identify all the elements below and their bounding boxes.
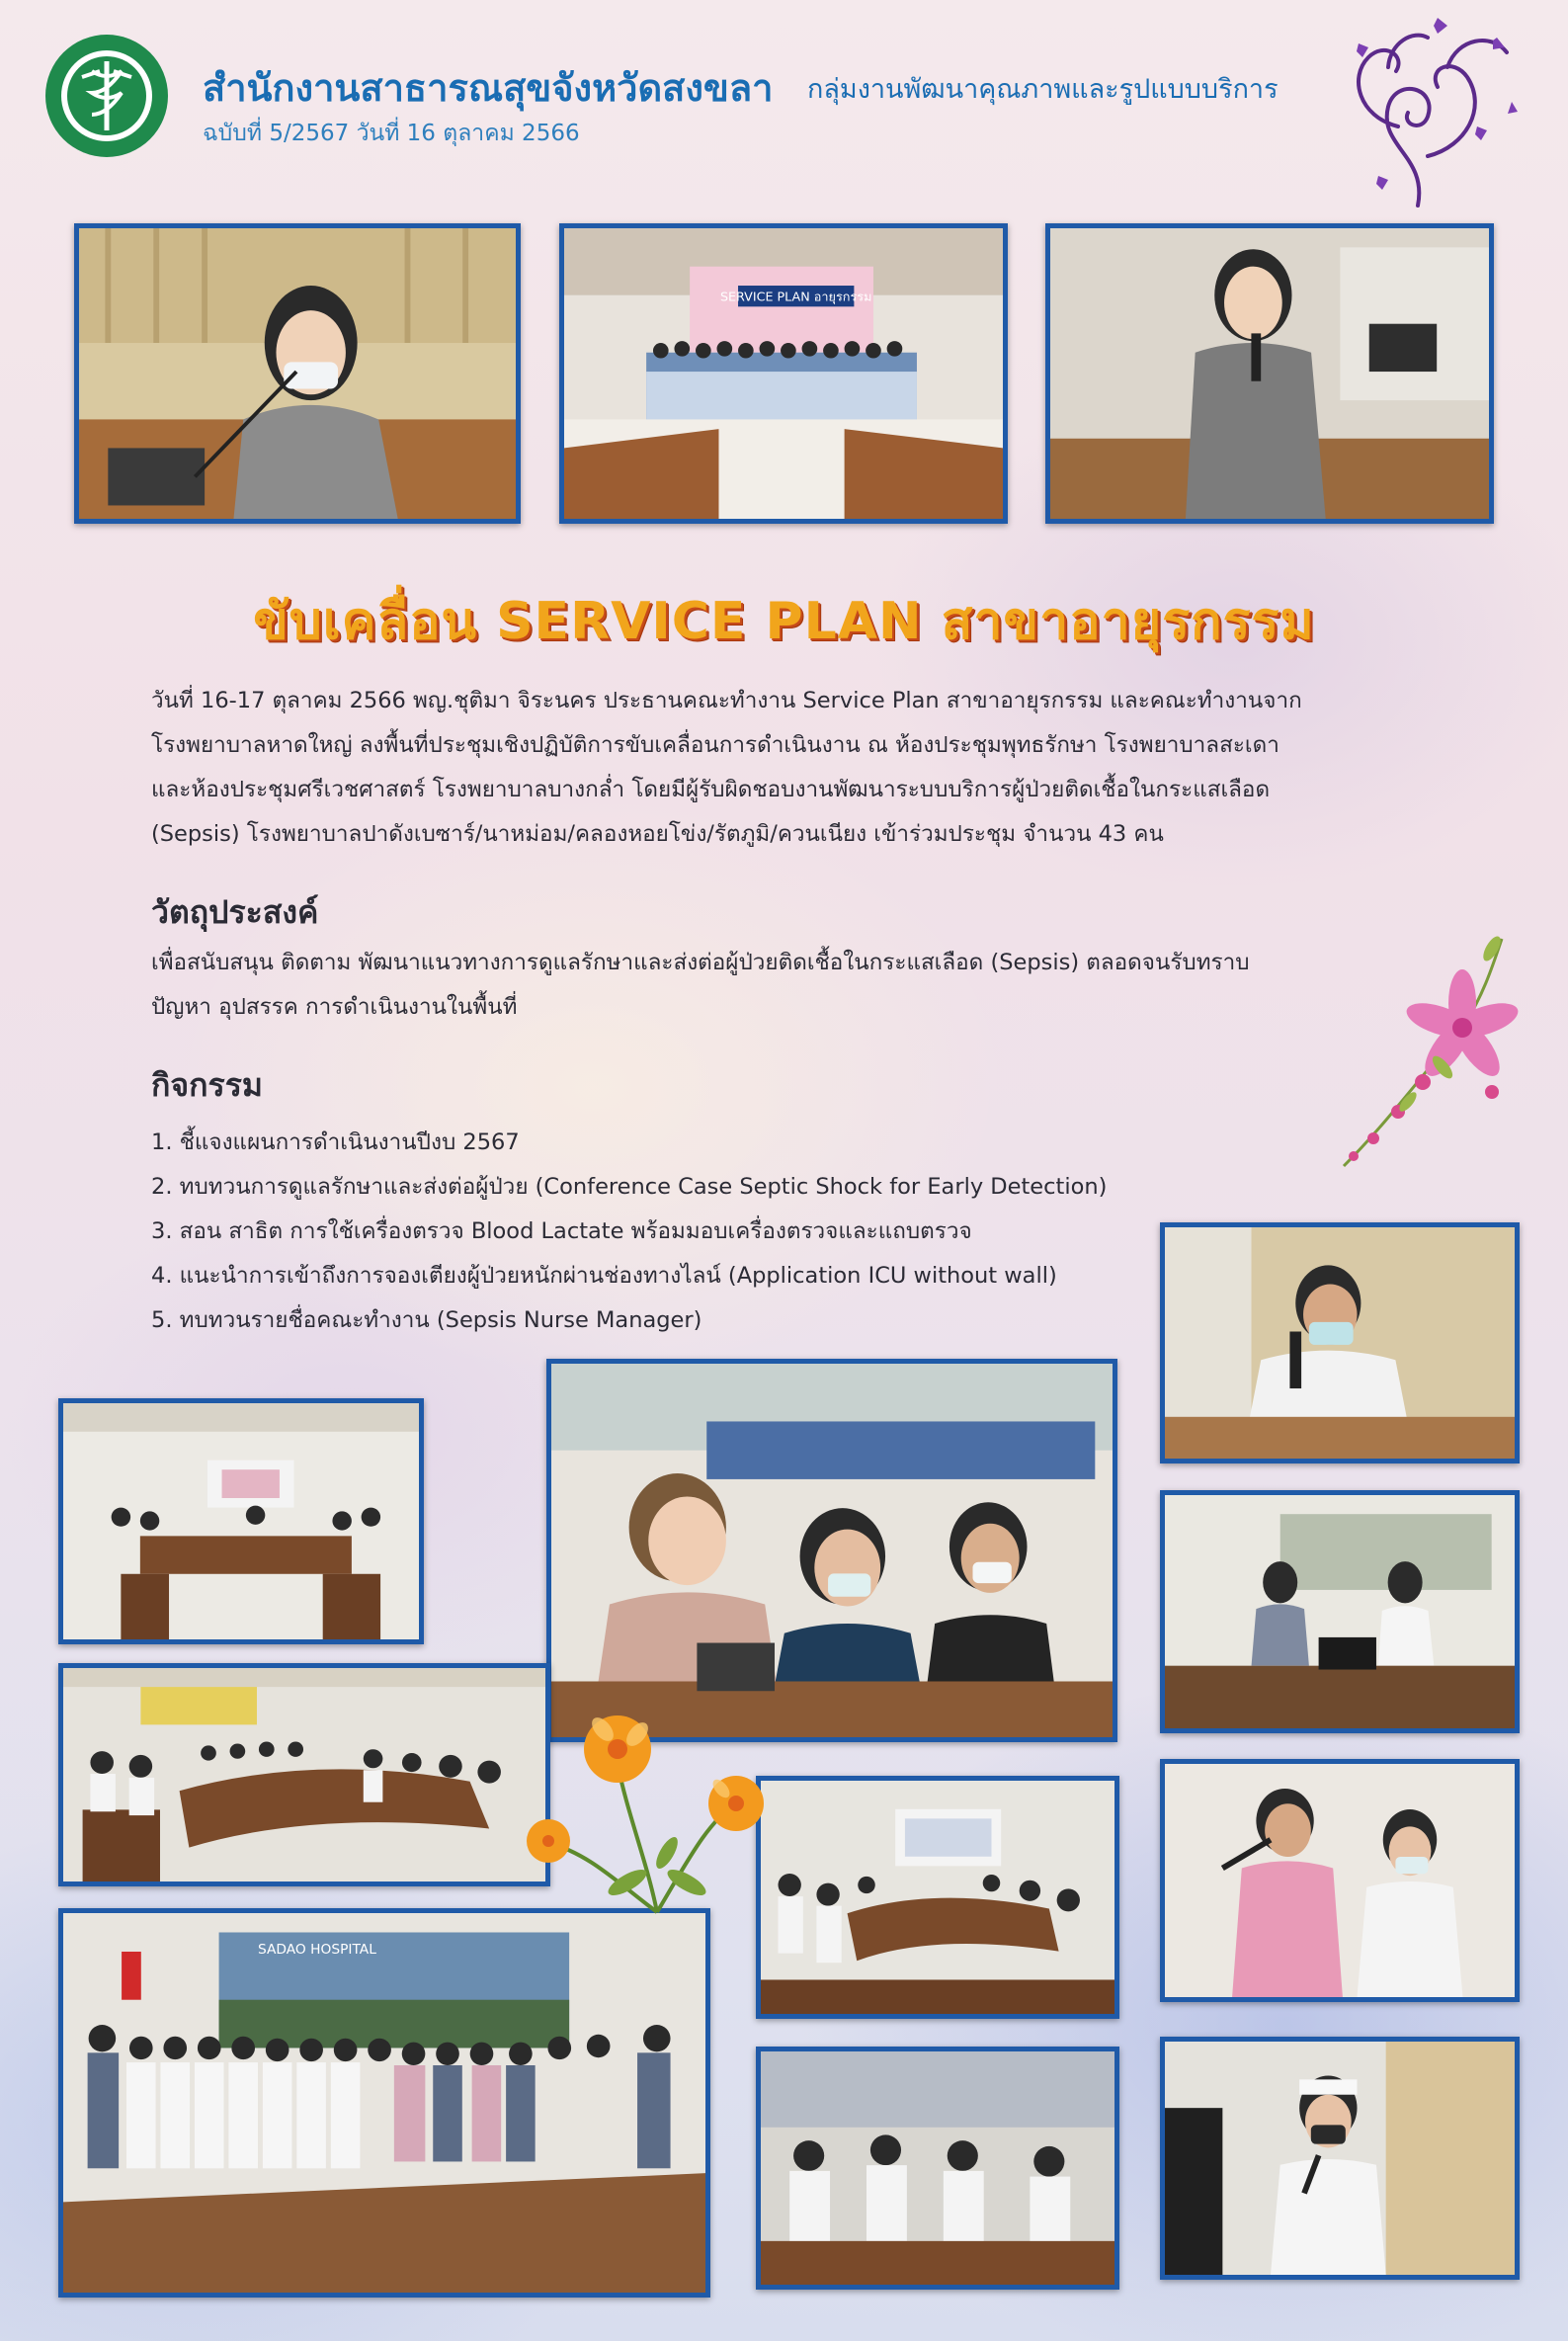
objective-line: เพื่อสนับสนุน ติดตาม พัฒนาแนวทางการดูแลรักษาและส่งต่อผู้ป่วยติดเชื้อในกระแสเลือด (Sepsis) ตลอดจนรับทราบ <box>151 950 1250 975</box>
activities-title: กิจกรรม <box>151 1066 263 1104</box>
dept-name: กลุ่มงานพัฒนาคุณภาพและรูปแบบบริการ <box>807 74 1279 105</box>
screen-banner-text: SERVICE PLAN อายุรกรรม <box>719 289 872 304</box>
photo-nurses-seated <box>756 2047 1119 2290</box>
activity-item: 5. ทบทวนรายชื่อคณะทำงาน (Sepsis Nurse Manager) <box>151 1307 702 1333</box>
photo-speaker-standing <box>1045 223 1494 524</box>
pink-flower-ornament-icon <box>1314 909 1531 1186</box>
intro-line: (Sepsis) โรงพยาบาลปาดังเบซาร์/นาหม่อม/คลองหอยโข่ง/รัตภูมิ/ควนเนียง เข้าร่วมประชุม จำนวน 43 คน <box>151 821 1164 847</box>
photo-group-sadao-hospital <box>58 1908 710 2298</box>
photo-nurses-meeting-screen <box>756 1776 1119 2019</box>
issue-line: ฉบับที่ 5/2567 วันที่ 16 ตุลาคม 2566 <box>203 121 580 146</box>
photo-two-nurses-mic <box>1160 1759 1520 2002</box>
activity-item: 1. ชี้แจงแผนการดำเนินงานปีงบ 2567 <box>151 1129 520 1155</box>
photo-meeting-laptop-women <box>546 1359 1117 1742</box>
intro-line: โรงพยาบาลหาดใหญ่ ลงพื้นที่ประชุมเชิงปฏิบัติการขับเคลื่อนการดำเนินงาน ณ ห้องประชุมพุทธรักษา โรงพยาบาลสะเดา <box>151 732 1279 758</box>
orange-flower-ornament-icon <box>509 1695 805 1922</box>
photo-speaker-seated <box>74 223 521 524</box>
photo-meeting-nurses-table <box>58 1663 550 1886</box>
swirl-ornament-icon <box>1319 8 1527 215</box>
intro-line: วันที่ 16-17 ตุลาคม 2566 พญ.ชุติมา จิระนคร ประธานคณะทำงาน Service Plan สาขาอายุรกรรม และคณะทำงานจาก <box>151 688 1302 713</box>
headline: ขับเคลื่อน SERVICE PLAN สาขาอายุรกรรม <box>253 592 1315 651</box>
objective-line: ปัญหา อุปสรรค การดำเนินงานในพื้นที่ <box>151 994 518 1020</box>
logo <box>42 32 171 160</box>
intro-line: และห้องประชุมศรีเวชศาสตร์ โรงพยาบาลบางกล่ำ โดยมีผู้รับผิดชอบงานพัฒนาระบบบริการผู้ป่วยติดเชื้อในกระแสเลือด <box>151 777 1271 802</box>
photo-conference-room-wide <box>58 1398 424 1644</box>
photo-group-service-plan <box>559 223 1008 524</box>
org-name: สำนักงานสาธารณสุขจังหวัดสงขลา <box>203 66 774 110</box>
activity-item: 4. แนะนำการเข้าถึงการจองเตียงผู้ป่วยหนักผ่านช่องทางไลน์ (Application ICU without wall) <box>151 1263 1057 1289</box>
photo-man-speaking-mic <box>1160 1222 1520 1463</box>
photo-nurse-mic <box>1160 2037 1520 2280</box>
photo-meeting-laptops <box>1160 1490 1520 1733</box>
activity-item: 3. สอน สาธิต การใช้เครื่องตรวจ Blood Lactate พร้อมมอบเครื่องตรวจและแถบตรวจ <box>151 1218 972 1244</box>
hospital-sign-text: SADAO HOSPITAL <box>257 1941 376 1958</box>
activity-item: 2. ทบทวนการดูแลรักษาและส่งต่อผู้ป่วย (Conference Case Septic Shock for Early Detection) <box>151 1174 1108 1200</box>
objective-title: วัตถุประสงค์ <box>151 893 319 931</box>
